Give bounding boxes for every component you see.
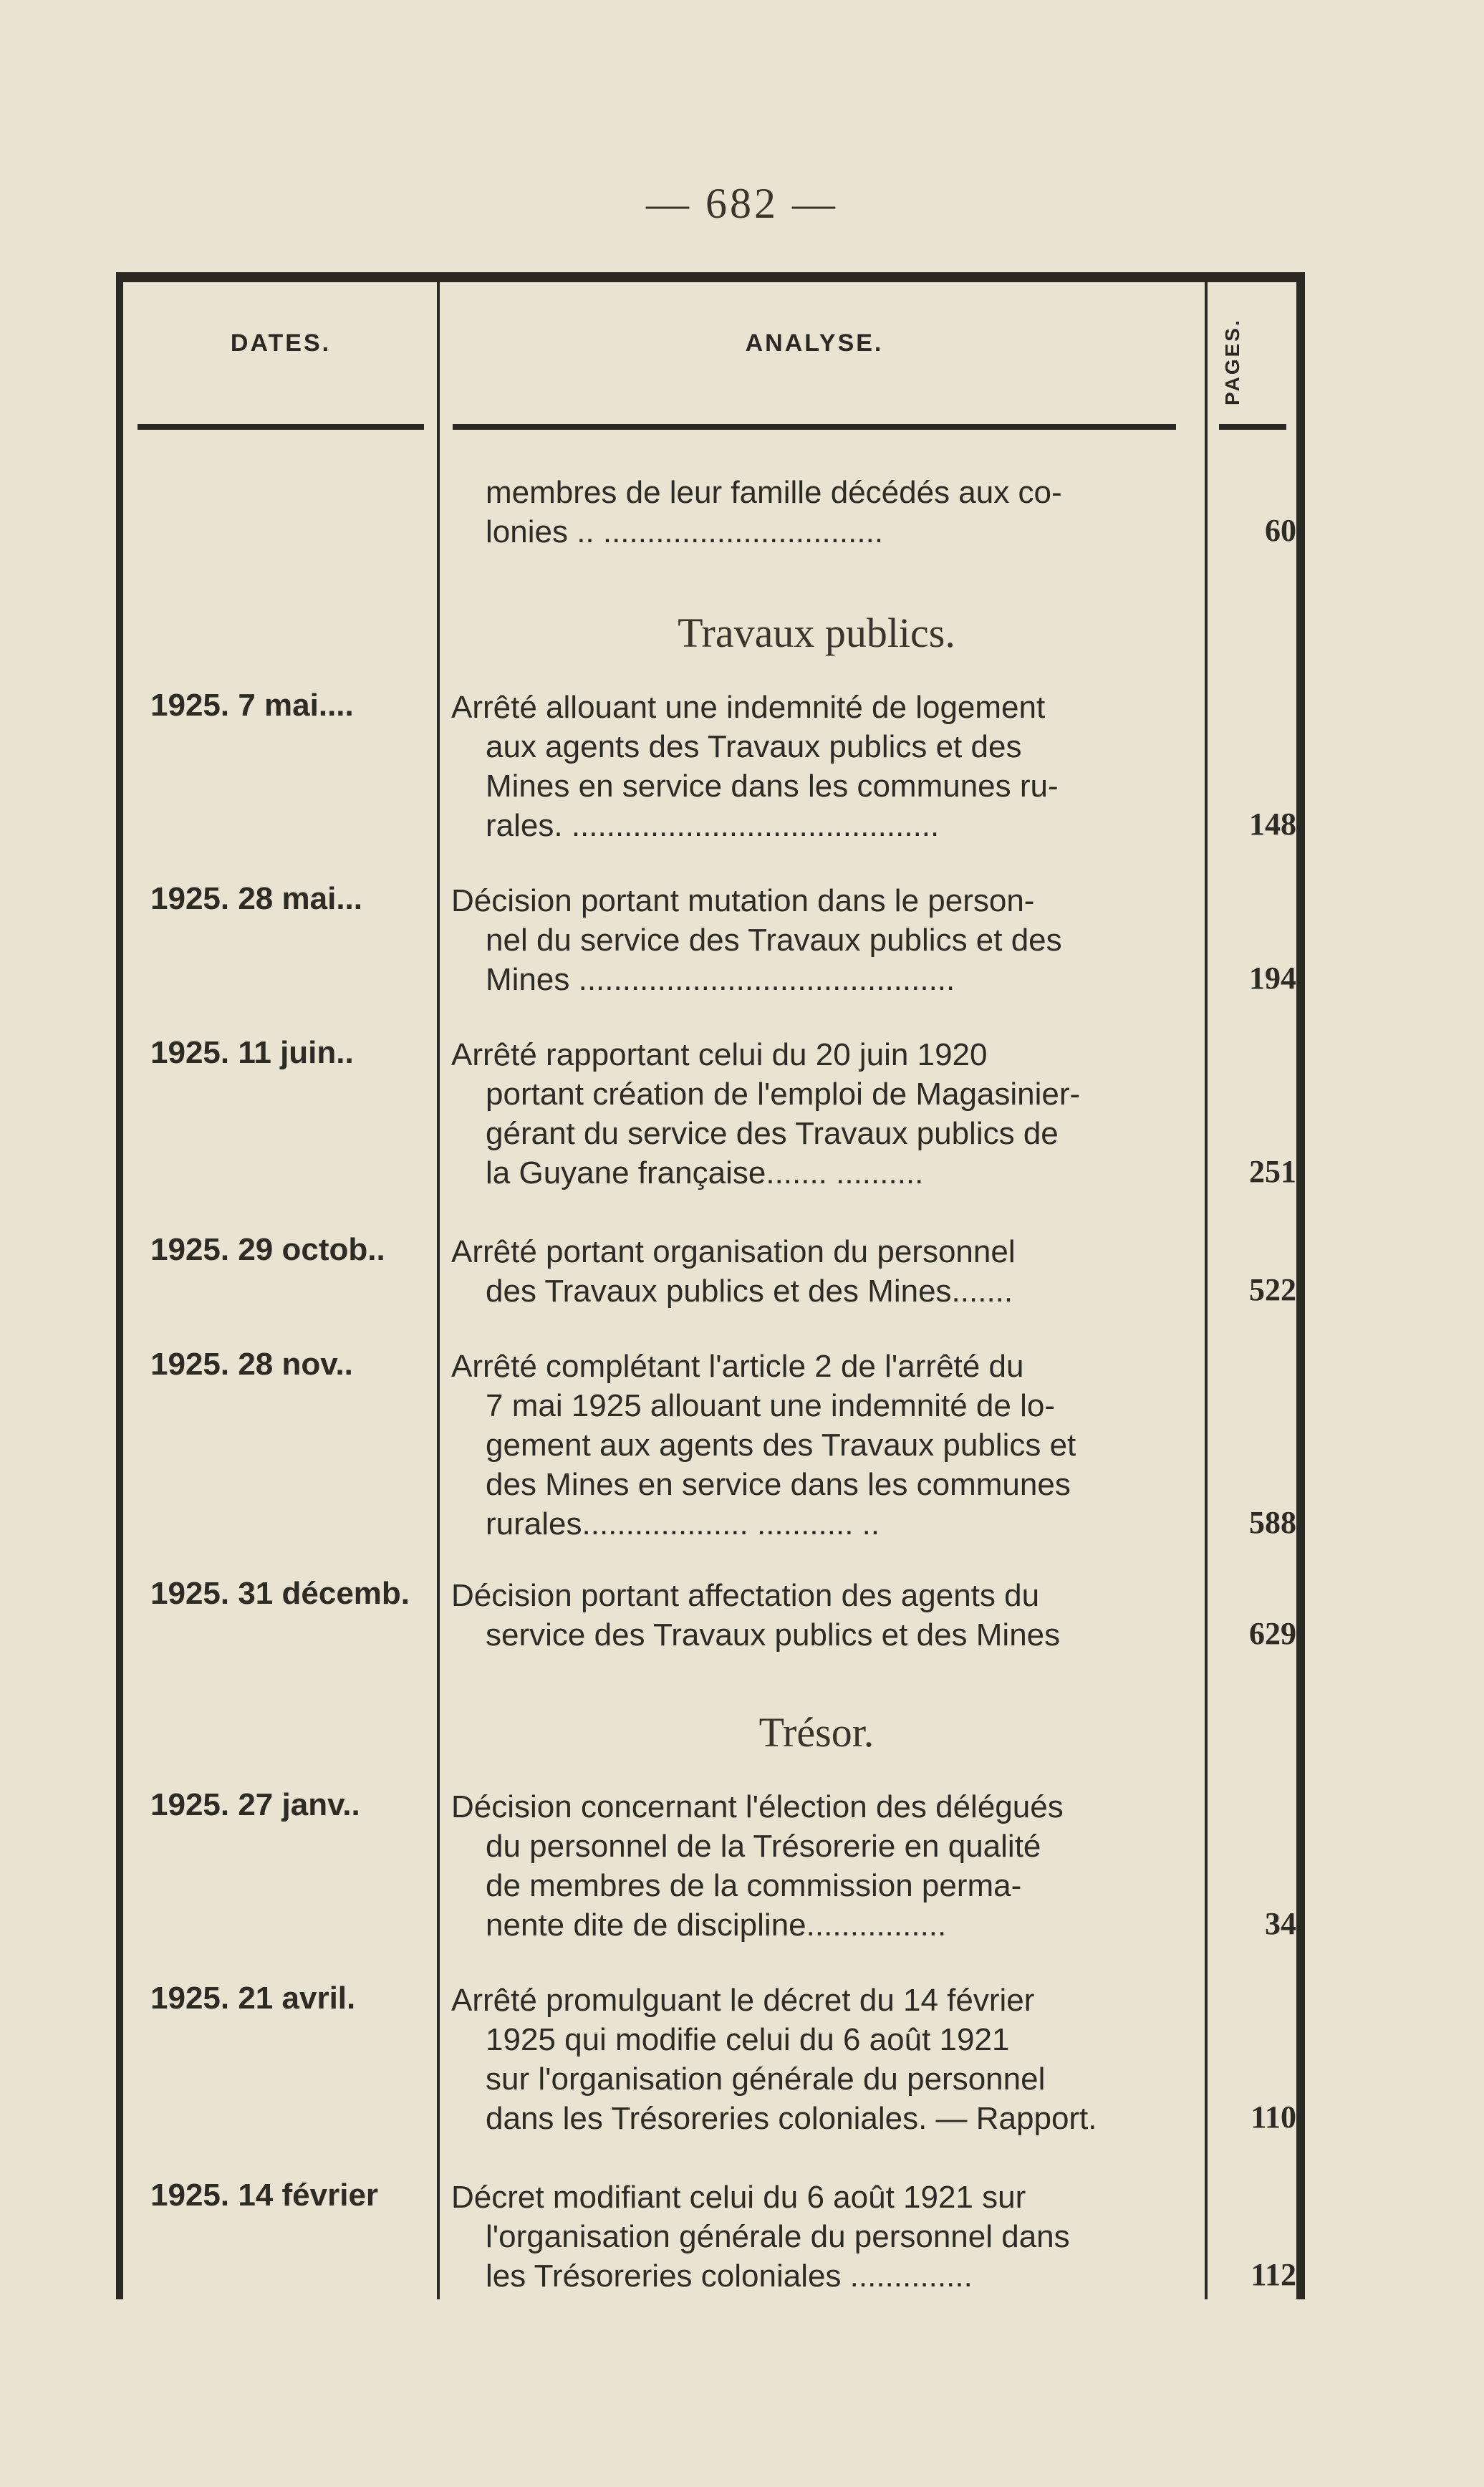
entry-line: Décision concernant l'élection des délégués [451,1789,1064,1824]
entry-line: Mines en service dans les communes ru- [486,769,1059,804]
entry-line: Arrêté rapportant celui du 20 juin 1920 [451,1037,988,1072]
entry-line: Décision portant affectation des agents du [451,1578,1040,1613]
entry-line: l'organisation générale du personnel dans [486,2219,1070,2254]
entry-line: rurales................... ........... .. [486,1506,880,1541]
entry-line: Décision portant mutation dans le person- [451,883,1035,918]
entry-line: nel du service des Travaux publics et des [486,923,1062,958]
page-number: — 682 — [646,180,838,227]
entry-line: Arrêté complétant l'article 2 de l'arrêté du [451,1349,1024,1384]
entry-line: sur l'organisation générale du personnel [486,2062,1046,2097]
entry-line: des Travaux publics et des Mines....... [486,1274,1013,1309]
column-divider-dates [437,282,440,2299]
header-dates: DATES. [230,329,332,357]
entry-line: lonies .. ................................ [486,514,884,549]
entry-page: 110 [1251,2099,1296,2135]
entry-line: rales. .......................................... [486,808,940,843]
entry-text [451,1232,1196,1311]
entry-text [451,1981,1196,2138]
header-analyse: ANALYSE. [745,329,884,357]
entry-line: membres de leur famille décédés aux co- [486,475,1062,510]
entry-page: 588 [1249,1505,1296,1540]
header-underline-analyse [453,424,1176,430]
entry-page: 148 [1249,807,1296,842]
table-right-border [1296,282,1305,2299]
entry-line: 1925 qui modifie celui du 6 août 1921 [486,2022,1010,2057]
entry-page: 629 [1249,1616,1296,1651]
header-pages: PAGES. [1221,318,1243,405]
entry-line: aux agents des Travaux publics et des [486,729,1022,764]
entry-line: Mines ........................................... [486,962,955,997]
table-top-rule [116,272,1305,282]
entry-text [451,1576,1196,1655]
entry-line: la Guyane française....... .......... [486,1155,924,1190]
entry-text [451,1787,1196,1945]
entry-line: gement aux agents des Travaux publics et [486,1428,1076,1463]
entry-date: 1925. 29 octob.. [150,1232,385,1267]
entry-line: de membres de la commission perma- [486,1868,1022,1903]
entry-date: 1925. 11 juin.. [150,1035,354,1070]
entry-line: dans les Trésoreries coloniales. — Rapport. [486,2101,1097,2136]
entry-line: des Mines en service dans les communes [486,1467,1071,1502]
entry-line: nente dite de discipline................ [486,1908,947,1943]
header-underline-dates [138,424,424,430]
entry-date: 1925. 21 avril. [150,1981,356,2016]
entry-page: 522 [1249,1272,1296,1307]
entry-line: Arrêté promulguant le décret du 14 février [451,1983,1035,2018]
entry-page: 251 [1249,1154,1296,1189]
entry-text [451,2178,1196,2296]
entry-text [451,473,1196,552]
entry-line: Arrêté allouant une indemnité de logement [451,690,1046,725]
table-left-border [116,282,123,2299]
entry-text [451,1347,1196,1544]
entry-date: 1925. 27 janv.. [150,1787,360,1822]
entry-page: 34 [1265,1906,1296,1941]
entry-line: les Trésoreries coloniales .............. [486,2258,973,2294]
entry-page: 194 [1249,961,1296,996]
entry-line: 7 mai 1925 allouant une indemnité de lo- [486,1388,1055,1423]
entry-date: 1925. 31 décemb. [150,1576,410,1611]
entry-date: 1925. 28 nov.. [150,1347,353,1382]
entry-date: 1925. 28 mai... [150,881,362,916]
entry-line: gérant du service des Travaux publics de [486,1116,1059,1151]
entry-line: service des Travaux publics et des Mines [486,1617,1061,1653]
entry-page: 112 [1251,2257,1296,2292]
entry-line: du personnel de la Trésorerie en qualité [486,1829,1041,1864]
entry-date: 1925. 14 février [150,2178,379,2213]
entry-text [451,688,1196,845]
entry-date: 1925. 7 mai.... [150,688,354,723]
entry-text [451,881,1196,999]
column-divider-pages [1205,282,1208,2299]
entry-line: portant création de l'emploi de Magasinier- [486,1077,1081,1112]
section-title-tresor: Trésor. [758,1709,874,1756]
section-title-travaux-publics: Travaux publics. [678,610,955,656]
entry-text [451,1035,1196,1193]
entry-page: 60 [1265,513,1296,548]
entry-line: Décret modifiant celui du 6 août 1921 sur [451,2180,1026,2215]
entry-line: Arrêté portant organisation du personnel [451,1234,1016,1269]
